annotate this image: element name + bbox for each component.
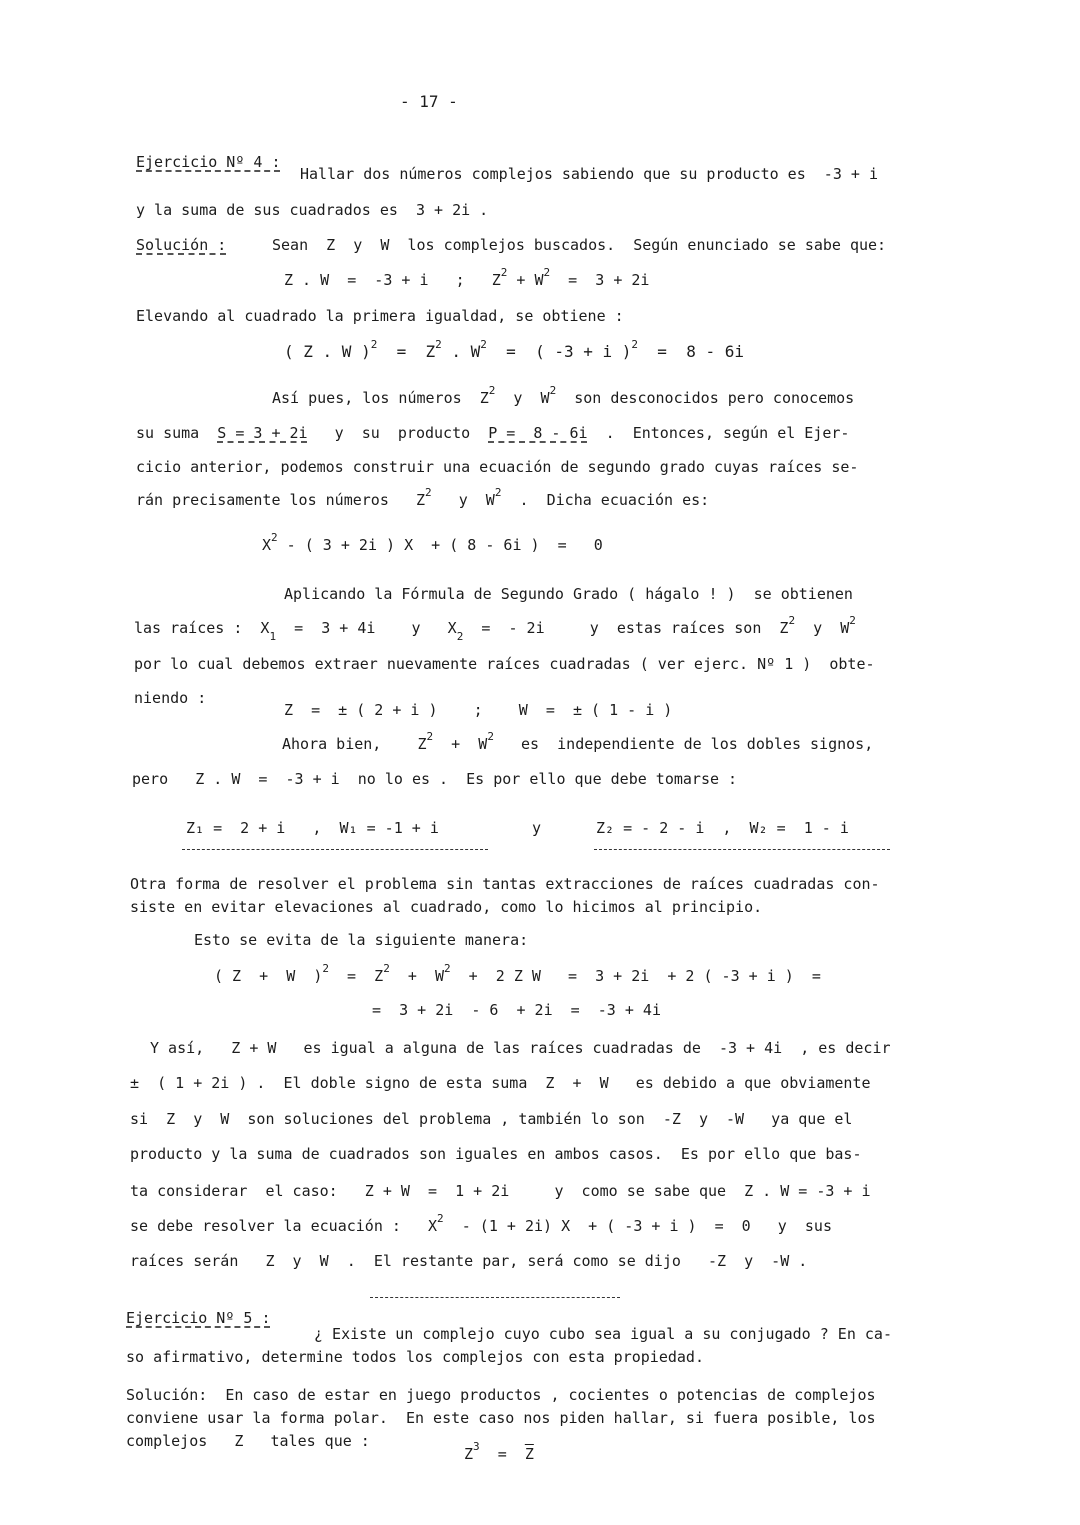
- exponent: 2: [426, 730, 434, 743]
- eq-text: Z: [464, 1445, 474, 1463]
- solution-label: Solución :: [136, 236, 227, 254]
- exercise-5-statement: so afirmativo, determine todos los complejos con esta propiedad.: [126, 1348, 704, 1366]
- eq-text: + W: [389, 967, 444, 985]
- exponent: 2: [370, 338, 378, 351]
- text: . Dicha ecuación es:: [501, 491, 710, 509]
- paragraph: por lo cual debemos extraer nuevamente raíces cuadradas ( ver ejerc. Nº 1 ) obte-: [134, 655, 875, 673]
- subscript: 2: [456, 630, 464, 643]
- text: y W: [495, 389, 550, 407]
- exponent: 2: [271, 531, 278, 544]
- paragraph: Y así, Z + W es igual a alguna de las raíces cuadradas de -3 + 4i , es decir: [150, 1039, 891, 1057]
- equation: [214, 962, 821, 986]
- eq-text: Z . W = -3 + i ; Z: [284, 271, 501, 289]
- text: son desconocidos pero conocemos: [556, 389, 855, 407]
- exponent: 2: [488, 384, 496, 397]
- exponent: 2: [424, 486, 432, 499]
- paragraph: niendo :: [134, 689, 207, 707]
- paragraph: producto y la suma de cuadrados son iguales en ambos casos. Es por ello que bas-: [130, 1145, 862, 1163]
- exponent: 2: [444, 962, 451, 975]
- equation: = 3 + 2i - 6 + 2i = -3 + 4i: [372, 1001, 661, 1019]
- eq-text: ( Z . W ): [284, 342, 371, 361]
- eq-text: = ( -3 + i ): [486, 342, 632, 361]
- paragraph: Otra forma de resolver el problema sin tantas extracciones de raíces cuadradas con-: [130, 875, 880, 893]
- text: las raíces : X: [134, 619, 270, 637]
- paragraph: [134, 614, 856, 643]
- exponent: 2: [788, 614, 796, 627]
- eq-text: X: [262, 536, 272, 554]
- product-P: P = 8 - 6i: [488, 424, 588, 442]
- equation: [262, 531, 603, 555]
- text: - (1 + 2i) X + ( -3 + i ) = 0 y sus: [443, 1217, 832, 1235]
- exponent: 2: [494, 486, 502, 499]
- exponent: 3: [473, 1440, 480, 1453]
- eq-text: + W: [507, 271, 544, 289]
- paragraph: cicio anterior, podemos construir una ecuación de segundo grado cuyas raíces se-: [136, 458, 859, 476]
- paragraph: complejos Z tales que :: [126, 1432, 370, 1450]
- exponent: 2: [487, 730, 494, 743]
- exercise-5-heading: Ejercicio Nº 5 :: [126, 1309, 271, 1327]
- eq-text: = 3 + 2i: [550, 271, 650, 289]
- paragraph: [130, 1212, 832, 1236]
- text: = - 2i y estas raíces son Z: [463, 619, 789, 637]
- exponent: 2: [437, 1212, 444, 1225]
- text: + W: [433, 735, 488, 753]
- eq-text: ( Z + W ): [214, 967, 323, 985]
- solution-pair-1: Z₁ = 2 + i , W₁ = -1 + i: [186, 819, 439, 837]
- paragraph: [136, 486, 710, 510]
- page-number: - 17 -: [400, 92, 458, 111]
- paragraph: Esto se evita de la siguiente manera:: [194, 931, 529, 949]
- text: rán precisamente los números Z: [136, 491, 425, 509]
- text: . Entonces, según el Ejer-: [587, 424, 850, 442]
- paragraph: Sean Z y W los complejos buscados. Según enunciado se sabe que:: [272, 236, 887, 254]
- paragraph: conviene usar la forma polar. En este caso nos piden hallar, si fuera posible, los: [126, 1409, 876, 1427]
- paragraph: [136, 423, 849, 443]
- paragraph: Elevando al cuadrado la primera igualdad, se obtiene :: [136, 307, 624, 325]
- exponent: 2: [549, 384, 557, 397]
- paragraph: [282, 730, 874, 754]
- exponent: 2: [849, 614, 856, 627]
- paragraph: [272, 384, 855, 408]
- text: y: [532, 819, 542, 837]
- underline: [182, 849, 488, 850]
- text: y W: [795, 619, 850, 637]
- exercise-4-statement: y la suma de sus cuadrados es 3 + 2i .: [136, 201, 489, 219]
- equation: [464, 1440, 534, 1464]
- eq-text: = Z: [377, 342, 436, 361]
- equation: [284, 266, 650, 290]
- text: = 3 + 4i y X: [276, 619, 457, 637]
- paragraph: si Z y W son soluciones del problema , también lo son -Z y -W ya que el: [130, 1110, 853, 1128]
- exercise-5-statement: ¿ Existe un complejo cuyo cubo sea igual a su conjugado ? En ca-: [314, 1325, 892, 1343]
- paragraph: raíces serán Z y W . El restante par, será como se dijo -Z y -W .: [130, 1252, 808, 1270]
- paragraph: ± ( 1 + 2i ) . El doble signo de esta suma Z + W es debido a que obviamente: [130, 1074, 871, 1092]
- exponent: 2: [435, 338, 442, 351]
- text: es independiente de los dobles signos,: [493, 735, 874, 753]
- exponent: 2: [480, 338, 487, 351]
- exponent: 2: [500, 266, 508, 279]
- eq-text: + 2 Z W = 3 + 2i + 2 ( -3 + i ) =: [450, 967, 821, 985]
- solution-pair-2: Z₂ = - 2 - i , W₂ = 1 - i: [596, 819, 849, 837]
- text: su suma: [136, 424, 218, 442]
- eq-text: = 8 - 6i: [638, 342, 744, 361]
- paragraph: pero Z . W = -3 + i no lo es . Es por ello que debe tomarse :: [132, 770, 738, 788]
- paragraph: Aplicando la Fórmula de Segundo Grado ( hágalo ! ) se obtienen: [284, 585, 853, 603]
- exponent: 2: [383, 962, 390, 975]
- exponent: 2: [543, 266, 551, 279]
- exercise-4-heading: Ejercicio Nº 4 :: [136, 153, 281, 171]
- text: se debe resolver la ecuación : X: [130, 1217, 438, 1235]
- exponent: 2: [322, 962, 329, 975]
- eq-text: - ( 3 + 2i ) X + ( 8 - 6i ) = 0: [277, 536, 603, 554]
- equation: [284, 338, 744, 362]
- text: y su producto: [307, 424, 489, 442]
- text: y W: [431, 491, 495, 509]
- conjugate-z: $\overline{Z}$: [524, 1445, 534, 1463]
- eq-text: . W: [441, 342, 481, 361]
- eq-text: =: [479, 1445, 525, 1463]
- eq-text: = Z: [329, 967, 384, 985]
- text: Ahora bien, Z: [282, 735, 427, 753]
- text: Así pues, los números Z: [272, 389, 489, 407]
- section-divider: [370, 1297, 620, 1298]
- subscript: 1: [269, 630, 277, 643]
- paragraph: Solución: En caso de estar en juego productos , cocientes o potencias de complejos: [126, 1386, 876, 1404]
- paragraph: siste en evitar elevaciones al cuadrado, como lo hicimos al principio.: [130, 898, 763, 916]
- exercise-4-statement: Hallar dos números complejos sabiendo que su producto es -3 + i: [300, 165, 878, 183]
- paragraph: ta considerar el caso: Z + W = 1 + 2i y como se sabe que Z . W = -3 + i: [130, 1182, 871, 1200]
- sum-S: S = 3 + 2i: [217, 424, 308, 442]
- exponent: 2: [631, 338, 639, 351]
- equation: Z = ± ( 2 + i ) ; W = ± ( 1 - i ): [284, 701, 673, 719]
- underline: [594, 849, 890, 850]
